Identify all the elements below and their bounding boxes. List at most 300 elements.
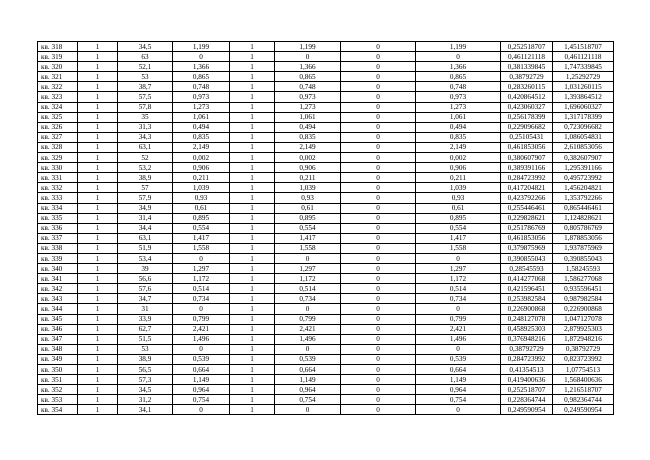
- value-c-cell: 1,417: [416, 233, 501, 243]
- count-cell: 1: [78, 92, 118, 102]
- table-row: [38, 405, 614, 415]
- total-cell: 0,987982584: [553, 294, 614, 304]
- value-a-cell: 1,061: [173, 112, 230, 122]
- value-c-cell: 0,964: [416, 385, 501, 395]
- zero-cell: 0: [341, 122, 416, 132]
- apartment-cell: кв. 346: [38, 324, 78, 334]
- area-cell: 34,9: [118, 203, 173, 213]
- coef-cell: 1: [230, 385, 275, 395]
- table-row: [38, 102, 614, 112]
- value-c-cell: 0,61: [416, 203, 501, 213]
- zero-cell: 0: [341, 314, 416, 324]
- share-cell: 0,390855043: [501, 253, 553, 263]
- share-cell: 0,284723992: [501, 173, 553, 183]
- coef-cell: 1: [230, 243, 275, 253]
- share-cell: 0,226900868: [501, 304, 553, 314]
- total-cell: 0,226900868: [553, 304, 614, 314]
- zero-cell: 0: [341, 324, 416, 334]
- value-b-cell: 0,554: [275, 223, 341, 233]
- total-cell: 1,124828621: [553, 213, 614, 223]
- coef-cell: 1: [230, 173, 275, 183]
- table-row: [38, 112, 614, 122]
- value-b-cell: 0,664: [275, 365, 341, 375]
- value-a-cell: 0: [173, 405, 230, 415]
- share-cell: 0,256178399: [501, 112, 553, 122]
- value-c-cell: 1,366: [416, 62, 501, 72]
- total-cell: 1,086054831: [553, 132, 614, 142]
- total-cell: 1,317178399: [553, 112, 614, 122]
- apartment-cell: кв. 347: [38, 334, 78, 344]
- share-cell: 0,283260115: [501, 82, 553, 92]
- value-b-cell: 0: [275, 344, 341, 354]
- zero-cell: 0: [341, 112, 416, 122]
- count-cell: 1: [78, 354, 118, 364]
- zero-cell: 0: [341, 82, 416, 92]
- value-b-cell: 0,973: [275, 92, 341, 102]
- area-cell: 56,5: [118, 365, 173, 375]
- count-cell: 1: [78, 324, 118, 334]
- zero-cell: 0: [341, 365, 416, 375]
- value-c-cell: 1,172: [416, 274, 501, 284]
- apartment-cell: кв. 339: [38, 253, 78, 263]
- coef-cell: 1: [230, 284, 275, 294]
- value-b-cell: 0,211: [275, 173, 341, 183]
- share-cell: 0,252518707: [501, 42, 553, 52]
- count-cell: 1: [78, 82, 118, 92]
- area-cell: 57,5: [118, 92, 173, 102]
- table-row: [38, 163, 614, 173]
- count-cell: 1: [78, 193, 118, 203]
- coef-cell: 1: [230, 132, 275, 142]
- share-cell: 0,252518707: [501, 385, 553, 395]
- zero-cell: 0: [341, 203, 416, 213]
- coef-cell: 1: [230, 324, 275, 334]
- zero-cell: 0: [341, 395, 416, 405]
- count-cell: 1: [78, 264, 118, 274]
- count-cell: 1: [78, 233, 118, 243]
- zero-cell: 0: [341, 385, 416, 395]
- value-a-cell: 0: [173, 52, 230, 62]
- table-row: [38, 52, 614, 62]
- value-c-cell: 0,973: [416, 92, 501, 102]
- value-b-cell: 0,964: [275, 385, 341, 395]
- area-cell: 57,3: [118, 375, 173, 385]
- zero-cell: 0: [341, 294, 416, 304]
- value-a-cell: 1,297: [173, 264, 230, 274]
- area-cell: 63: [118, 52, 173, 62]
- coef-cell: 1: [230, 304, 275, 314]
- value-c-cell: 0,754: [416, 395, 501, 405]
- count-cell: 1: [78, 173, 118, 183]
- value-b-cell: 0: [275, 253, 341, 263]
- area-cell: 33,9: [118, 314, 173, 324]
- value-a-cell: 1,417: [173, 233, 230, 243]
- table-row: [38, 132, 614, 142]
- area-cell: 38,9: [118, 173, 173, 183]
- share-cell: 0,461853056: [501, 233, 553, 243]
- value-c-cell: 0,93: [416, 193, 501, 203]
- apartment-cell: кв. 338: [38, 243, 78, 253]
- value-b-cell: 1,417: [275, 233, 341, 243]
- apartment-cell: кв. 336: [38, 223, 78, 233]
- value-b-cell: 1,273: [275, 102, 341, 112]
- value-a-cell: 1,366: [173, 62, 230, 72]
- value-c-cell: 1,149: [416, 375, 501, 385]
- coef-cell: 1: [230, 193, 275, 203]
- total-cell: 1,393864512: [553, 92, 614, 102]
- value-b-cell: 1,149: [275, 375, 341, 385]
- value-b-cell: 0,93: [275, 193, 341, 203]
- zero-cell: 0: [341, 344, 416, 354]
- area-cell: 57,6: [118, 284, 173, 294]
- area-cell: 31,2: [118, 395, 173, 405]
- area-cell: 52: [118, 153, 173, 163]
- value-b-cell: 0,539: [275, 354, 341, 364]
- share-cell: 0,417204821: [501, 183, 553, 193]
- apartment-cell: кв. 350: [38, 365, 78, 375]
- zero-cell: 0: [341, 405, 416, 415]
- value-c-cell: 0,554: [416, 223, 501, 233]
- value-a-cell: 0,835: [173, 132, 230, 142]
- table-row: [38, 385, 614, 395]
- value-c-cell: 0,734: [416, 294, 501, 304]
- coef-cell: 1: [230, 223, 275, 233]
- area-cell: 63,1: [118, 142, 173, 152]
- value-b-cell: 0,754: [275, 395, 341, 405]
- share-cell: 0,38792729: [501, 344, 553, 354]
- area-cell: 56,6: [118, 274, 173, 284]
- value-b-cell: 0,514: [275, 284, 341, 294]
- count-cell: 1: [78, 385, 118, 395]
- value-c-cell: 2,421: [416, 324, 501, 334]
- value-c-cell: 1,039: [416, 183, 501, 193]
- share-cell: 0,38792729: [501, 72, 553, 82]
- share-cell: 0,251786769: [501, 223, 553, 233]
- value-a-cell: 0,754: [173, 395, 230, 405]
- apartment-cell: кв. 325: [38, 112, 78, 122]
- value-a-cell: 0,002: [173, 153, 230, 163]
- coef-cell: 1: [230, 153, 275, 163]
- area-cell: 53,2: [118, 163, 173, 173]
- total-cell: 1,047127078: [553, 314, 614, 324]
- share-cell: 0,420864512: [501, 92, 553, 102]
- coef-cell: 1: [230, 395, 275, 405]
- apartment-cell: кв. 330: [38, 163, 78, 173]
- total-cell: 1,586277068: [553, 274, 614, 284]
- count-cell: 1: [78, 253, 118, 263]
- coef-cell: 1: [230, 334, 275, 344]
- zero-cell: 0: [341, 132, 416, 142]
- table-row: [38, 193, 614, 203]
- count-cell: 1: [78, 42, 118, 52]
- share-cell: 0,414277068: [501, 274, 553, 284]
- total-cell: 1,747339845: [553, 62, 614, 72]
- table-row: [38, 395, 614, 405]
- area-cell: 38,7: [118, 82, 173, 92]
- table-row: [38, 314, 614, 324]
- zero-cell: 0: [341, 92, 416, 102]
- table-row: [38, 233, 614, 243]
- share-cell: 0,229828621: [501, 213, 553, 223]
- area-cell: 63,1: [118, 233, 173, 243]
- apartment-cell: кв. 320: [38, 62, 78, 72]
- apartment-cell: кв. 322: [38, 82, 78, 92]
- coef-cell: 1: [230, 274, 275, 284]
- zero-cell: 0: [341, 213, 416, 223]
- table-body: [38, 42, 614, 415]
- table-row: [38, 173, 614, 183]
- zero-cell: 0: [341, 173, 416, 183]
- area-cell: 52,1: [118, 62, 173, 72]
- count-cell: 1: [78, 274, 118, 284]
- share-cell: 0,423792266: [501, 193, 553, 203]
- value-b-cell: 2,149: [275, 142, 341, 152]
- apartment-cell: кв. 335: [38, 213, 78, 223]
- total-cell: 1,696060327: [553, 102, 614, 112]
- table-row: [38, 284, 614, 294]
- count-cell: 1: [78, 314, 118, 324]
- table-row: [38, 213, 614, 223]
- area-cell: 57: [118, 183, 173, 193]
- zero-cell: 0: [341, 102, 416, 112]
- apartment-cell: кв. 333: [38, 193, 78, 203]
- value-a-cell: 0,865: [173, 72, 230, 82]
- apartment-cell: кв. 328: [38, 142, 78, 152]
- zero-cell: 0: [341, 354, 416, 364]
- zero-cell: 0: [341, 233, 416, 243]
- share-cell: 0,461853056: [501, 142, 553, 152]
- coef-cell: 1: [230, 62, 275, 72]
- area-cell: 53: [118, 344, 173, 354]
- apartment-cell: кв. 341: [38, 274, 78, 284]
- share-cell: 0,228364744: [501, 395, 553, 405]
- value-a-cell: 1,149: [173, 375, 230, 385]
- coef-cell: 1: [230, 233, 275, 243]
- coef-cell: 1: [230, 375, 275, 385]
- value-a-cell: 0: [173, 344, 230, 354]
- value-b-cell: 0,734: [275, 294, 341, 304]
- table-row: [38, 354, 614, 364]
- value-a-cell: 0,61: [173, 203, 230, 213]
- value-c-cell: 0: [416, 344, 501, 354]
- area-cell: 34,7: [118, 294, 173, 304]
- apartment-cell: кв. 331: [38, 173, 78, 183]
- count-cell: 1: [78, 153, 118, 163]
- area-cell: 34,4: [118, 223, 173, 233]
- area-cell: 38,9: [118, 354, 173, 364]
- apartment-cell: кв. 337: [38, 233, 78, 243]
- value-a-cell: 1,199: [173, 42, 230, 52]
- apartment-cell: кв. 353: [38, 395, 78, 405]
- table-row: [38, 142, 614, 152]
- count-cell: 1: [78, 183, 118, 193]
- total-cell: 1,353792266: [553, 193, 614, 203]
- total-cell: 0,249590954: [553, 405, 614, 415]
- value-c-cell: 1,558: [416, 243, 501, 253]
- table-row: [38, 92, 614, 102]
- total-cell: 0,495723992: [553, 173, 614, 183]
- share-cell: 0,284723992: [501, 354, 553, 364]
- apartment-cell: кв. 334: [38, 203, 78, 213]
- total-cell: 0,382607907: [553, 153, 614, 163]
- apartment-cell: кв. 327: [38, 132, 78, 142]
- value-c-cell: 1,061: [416, 112, 501, 122]
- value-a-cell: 0,664: [173, 365, 230, 375]
- count-cell: 1: [78, 284, 118, 294]
- apartment-cell: кв. 324: [38, 102, 78, 112]
- share-cell: 0,389391166: [501, 163, 553, 173]
- coef-cell: 1: [230, 102, 275, 112]
- value-a-cell: 0: [173, 304, 230, 314]
- coef-cell: 1: [230, 314, 275, 324]
- table-row: [38, 42, 614, 52]
- count-cell: 1: [78, 344, 118, 354]
- coef-cell: 1: [230, 354, 275, 364]
- apartment-cell: кв. 344: [38, 304, 78, 314]
- value-b-cell: 0,865: [275, 72, 341, 82]
- value-a-cell: 2,149: [173, 142, 230, 152]
- coef-cell: 1: [230, 142, 275, 152]
- total-cell: 1,25292729: [553, 72, 614, 82]
- apartment-cell: кв. 349: [38, 354, 78, 364]
- area-cell: 39: [118, 264, 173, 274]
- count-cell: 1: [78, 375, 118, 385]
- apartment-cell: кв. 351: [38, 375, 78, 385]
- coef-cell: 1: [230, 163, 275, 173]
- value-b-cell: 1,297: [275, 264, 341, 274]
- coef-cell: 1: [230, 72, 275, 82]
- table-row: [38, 344, 614, 354]
- table-row: [38, 334, 614, 344]
- count-cell: 1: [78, 122, 118, 132]
- table-row: [38, 243, 614, 253]
- area-cell: 57,9: [118, 193, 173, 203]
- value-b-cell: 1,172: [275, 274, 341, 284]
- table-row: [38, 274, 614, 284]
- value-c-cell: 0: [416, 405, 501, 415]
- zero-cell: 0: [341, 274, 416, 284]
- value-a-cell: 0,514: [173, 284, 230, 294]
- value-a-cell: 0,895: [173, 213, 230, 223]
- count-cell: 1: [78, 243, 118, 253]
- apartment-cell: кв. 345: [38, 314, 78, 324]
- area-cell: 62,7: [118, 324, 173, 334]
- value-c-cell: 0: [416, 52, 501, 62]
- share-cell: 0,461121118: [501, 52, 553, 62]
- zero-cell: 0: [341, 253, 416, 263]
- value-c-cell: 0: [416, 253, 501, 263]
- share-cell: 0,421596451: [501, 284, 553, 294]
- table-row: [38, 294, 614, 304]
- table-row: [38, 253, 614, 263]
- value-b-cell: 0: [275, 304, 341, 314]
- count-cell: 1: [78, 334, 118, 344]
- share-cell: 0,253982584: [501, 294, 553, 304]
- value-c-cell: 0,514: [416, 284, 501, 294]
- apartment-cell: кв. 352: [38, 385, 78, 395]
- value-b-cell: 0,61: [275, 203, 341, 213]
- area-cell: 51,5: [118, 334, 173, 344]
- total-cell: 1,937875969: [553, 243, 614, 253]
- value-b-cell: 0,906: [275, 163, 341, 173]
- table-row: [38, 153, 614, 163]
- apartment-cell: кв. 343: [38, 294, 78, 304]
- coef-cell: 1: [230, 365, 275, 375]
- zero-cell: 0: [341, 223, 416, 233]
- value-a-cell: 0,494: [173, 122, 230, 132]
- apartment-data-table: [37, 41, 614, 415]
- value-c-cell: 0,748: [416, 82, 501, 92]
- coef-cell: 1: [230, 92, 275, 102]
- zero-cell: 0: [341, 42, 416, 52]
- area-cell: 51,9: [118, 243, 173, 253]
- area-cell: 31,4: [118, 213, 173, 223]
- value-a-cell: 0,748: [173, 82, 230, 92]
- count-cell: 1: [78, 52, 118, 62]
- apartment-cell: кв. 340: [38, 264, 78, 274]
- apartment-cell: кв. 342: [38, 284, 78, 294]
- value-b-cell: 0,835: [275, 132, 341, 142]
- table-row: [38, 122, 614, 132]
- value-a-cell: 0,93: [173, 193, 230, 203]
- value-b-cell: 0,002: [275, 153, 341, 163]
- area-cell: 53,4: [118, 253, 173, 263]
- count-cell: 1: [78, 395, 118, 405]
- value-c-cell: 0,865: [416, 72, 501, 82]
- value-b-cell: 1,061: [275, 112, 341, 122]
- value-a-cell: 0: [173, 253, 230, 263]
- count-cell: 1: [78, 304, 118, 314]
- zero-cell: 0: [341, 52, 416, 62]
- value-a-cell: 0,964: [173, 385, 230, 395]
- apartment-cell: кв. 329: [38, 153, 78, 163]
- share-cell: 0,25105431: [501, 132, 553, 142]
- share-cell: 0,379875969: [501, 243, 553, 253]
- apartment-cell: кв. 323: [38, 92, 78, 102]
- table-row: [38, 62, 614, 72]
- share-cell: 0,376948216: [501, 334, 553, 344]
- total-cell: 1,58245593: [553, 264, 614, 274]
- zero-cell: 0: [341, 375, 416, 385]
- table-row: [38, 203, 614, 213]
- apartment-cell: кв. 318: [38, 42, 78, 52]
- total-cell: 1,878853056: [553, 233, 614, 243]
- zero-cell: 0: [341, 243, 416, 253]
- total-cell: 1,216518707: [553, 385, 614, 395]
- total-cell: 0,982364744: [553, 395, 614, 405]
- value-b-cell: 0: [275, 52, 341, 62]
- zero-cell: 0: [341, 284, 416, 294]
- value-b-cell: 2,421: [275, 324, 341, 334]
- count-cell: 1: [78, 102, 118, 112]
- zero-cell: 0: [341, 72, 416, 82]
- value-b-cell: 0,895: [275, 213, 341, 223]
- area-cell: 34,3: [118, 132, 173, 142]
- total-cell: 2,610853056: [553, 142, 614, 152]
- table-row: [38, 264, 614, 274]
- coef-cell: 1: [230, 264, 275, 274]
- value-a-cell: 1,172: [173, 274, 230, 284]
- value-c-cell: 1,199: [416, 42, 501, 52]
- total-cell: 0,461121118: [553, 52, 614, 62]
- coef-cell: 1: [230, 203, 275, 213]
- table-row: [38, 82, 614, 92]
- share-cell: 0,380607907: [501, 153, 553, 163]
- area-cell: 53: [118, 72, 173, 82]
- coef-cell: 1: [230, 213, 275, 223]
- value-a-cell: 0,973: [173, 92, 230, 102]
- coef-cell: 1: [230, 344, 275, 354]
